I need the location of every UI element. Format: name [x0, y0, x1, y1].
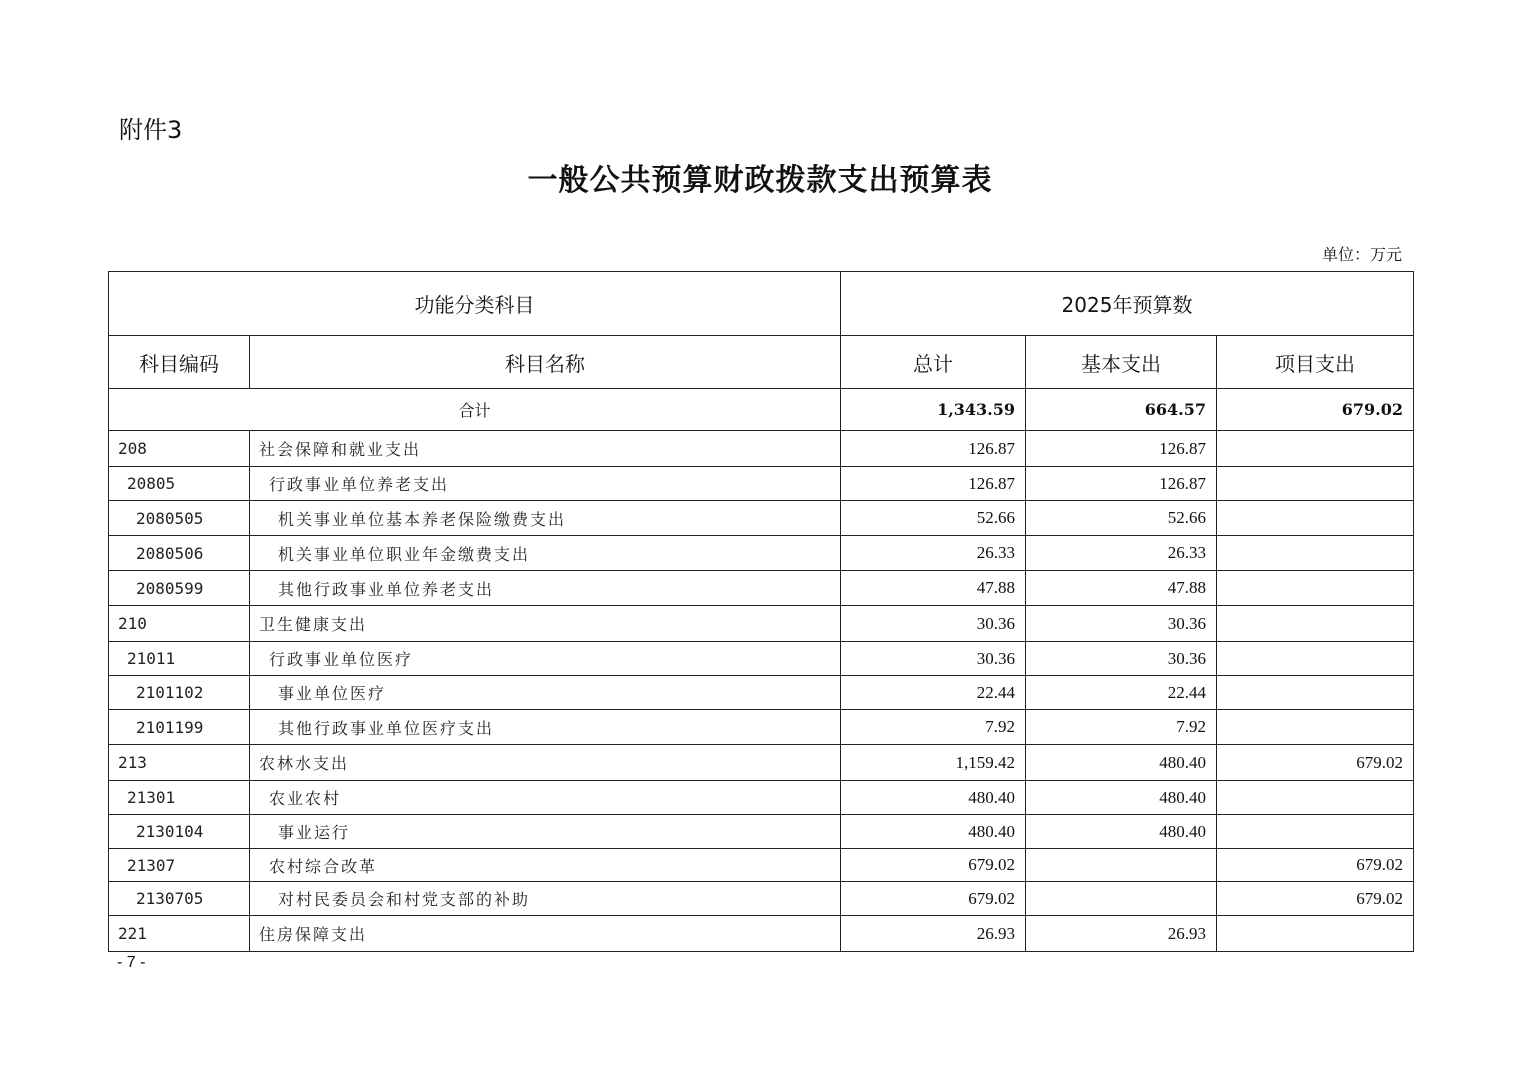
- row-project: [1217, 916, 1414, 952]
- row-name: 其他行政事业单位医疗支出: [250, 710, 841, 745]
- row-name: 事业运行: [250, 815, 841, 849]
- row-basic: 480.40: [1026, 781, 1217, 815]
- row-basic: 126.87: [1026, 467, 1217, 501]
- row-name: 农业农村: [250, 781, 841, 815]
- row-total: 126.87: [841, 431, 1026, 467]
- row-project: [1217, 536, 1414, 571]
- row-name: 事业单位医疗: [250, 676, 841, 710]
- row-name: 机关事业单位职业年金缴费支出: [250, 536, 841, 571]
- row-code: 21301: [109, 781, 250, 815]
- total-total: 1,343.59: [841, 389, 1026, 431]
- row-code: 2080505: [109, 501, 250, 536]
- row-total: 52.66: [841, 501, 1026, 536]
- row-basic: 30.36: [1026, 642, 1217, 676]
- table-row: [109, 882, 1414, 916]
- total-label: 合计: [109, 389, 841, 431]
- header-row-columns: [109, 336, 1414, 389]
- row-total: 126.87: [841, 467, 1026, 501]
- row-project: 679.02: [1217, 849, 1414, 882]
- row-project: [1217, 710, 1414, 745]
- row-total: 26.33: [841, 536, 1026, 571]
- row-total: 679.02: [841, 882, 1026, 916]
- row-name: 住房保障支出: [250, 916, 841, 952]
- unit-label: 单位：万元: [1321, 245, 1402, 264]
- table-row: [109, 536, 1414, 571]
- row-project: [1217, 606, 1414, 642]
- row-total: 30.36: [841, 606, 1026, 642]
- total-project: 679.02: [1217, 389, 1414, 431]
- row-project: [1217, 642, 1414, 676]
- row-project: [1217, 467, 1414, 501]
- header-name: 科目名称: [250, 336, 841, 389]
- row-total: 480.40: [841, 815, 1026, 849]
- table-row: [109, 710, 1414, 745]
- row-project: [1217, 676, 1414, 710]
- row-name: 农村综合改革: [250, 849, 841, 882]
- table-row: [109, 571, 1414, 606]
- row-name: 卫生健康支出: [250, 606, 841, 642]
- header-code: 科目编码: [109, 336, 250, 389]
- row-total: 7.92: [841, 710, 1026, 745]
- row-project: [1217, 571, 1414, 606]
- row-name: 行政事业单位医疗: [250, 642, 841, 676]
- row-total: 47.88: [841, 571, 1026, 606]
- row-name: 机关事业单位基本养老保险缴费支出: [250, 501, 841, 536]
- header-function-classification: 功能分类科目: [109, 272, 841, 336]
- table-row: [109, 849, 1414, 882]
- row-code: 2080506: [109, 536, 250, 571]
- table-row: [109, 501, 1414, 536]
- header-basic: 基本支出: [1026, 336, 1217, 389]
- row-project: [1217, 431, 1414, 467]
- row-project: 679.02: [1217, 745, 1414, 781]
- row-project: [1217, 815, 1414, 849]
- row-total: 1,159.42: [841, 745, 1026, 781]
- table-row: [109, 642, 1414, 676]
- page-title: 一般公共预算财政拨款支出预算表: [527, 163, 993, 198]
- table-row: [109, 815, 1414, 849]
- row-code: 2101199: [109, 710, 250, 745]
- row-basic: 26.93: [1026, 916, 1217, 952]
- header-total: 总计: [841, 336, 1026, 389]
- row-name: 行政事业单位养老支出: [250, 467, 841, 501]
- table-row: [109, 676, 1414, 710]
- row-name: 社会保障和就业支出: [250, 431, 841, 467]
- row-basic: 52.66: [1026, 501, 1217, 536]
- row-code: 20805: [109, 467, 250, 501]
- row-code: 21011: [109, 642, 250, 676]
- row-basic: 26.33: [1026, 536, 1217, 571]
- budget-table: [108, 271, 1414, 952]
- header-row-group: [109, 272, 1414, 336]
- row-name: 农林水支出: [250, 745, 841, 781]
- row-code: 2101102: [109, 676, 250, 710]
- row-basic: 126.87: [1026, 431, 1217, 467]
- row-project: [1217, 781, 1414, 815]
- total-basic: 664.57: [1026, 389, 1217, 431]
- header-budget-year: 2025年预算数: [841, 272, 1414, 336]
- row-code: 213: [109, 745, 250, 781]
- table-row: [109, 916, 1414, 952]
- row-basic: 22.44: [1026, 676, 1217, 710]
- row-project: 679.02: [1217, 882, 1414, 916]
- row-basic: [1026, 882, 1217, 916]
- row-basic: 47.88: [1026, 571, 1217, 606]
- row-total: 679.02: [841, 849, 1026, 882]
- row-code: 2130705: [109, 882, 250, 916]
- total-row: [109, 389, 1414, 431]
- row-name: 对村民委员会和村党支部的补助: [250, 882, 841, 916]
- row-total: 26.93: [841, 916, 1026, 952]
- row-total: 480.40: [841, 781, 1026, 815]
- table-row: [109, 606, 1414, 642]
- row-name: 其他行政事业单位养老支出: [250, 571, 841, 606]
- header-project: 项目支出: [1217, 336, 1414, 389]
- row-code: 208: [109, 431, 250, 467]
- row-total: 22.44: [841, 676, 1026, 710]
- row-basic: [1026, 849, 1217, 882]
- row-project: [1217, 501, 1414, 536]
- table-row: [109, 781, 1414, 815]
- row-basic: 480.40: [1026, 815, 1217, 849]
- row-basic: 30.36: [1026, 606, 1217, 642]
- table-row: [109, 745, 1414, 781]
- row-total: 30.36: [841, 642, 1026, 676]
- page-number: - 7 -: [117, 954, 146, 971]
- row-basic: 480.40: [1026, 745, 1217, 781]
- row-code: 2130104: [109, 815, 250, 849]
- row-code: 221: [109, 916, 250, 952]
- table-row: [109, 467, 1414, 501]
- row-code: 21307: [109, 849, 250, 882]
- table-row: [109, 431, 1414, 467]
- attachment-label: 附件3: [119, 116, 183, 144]
- row-code: 210: [109, 606, 250, 642]
- row-basic: 7.92: [1026, 710, 1217, 745]
- row-code: 2080599: [109, 571, 250, 606]
